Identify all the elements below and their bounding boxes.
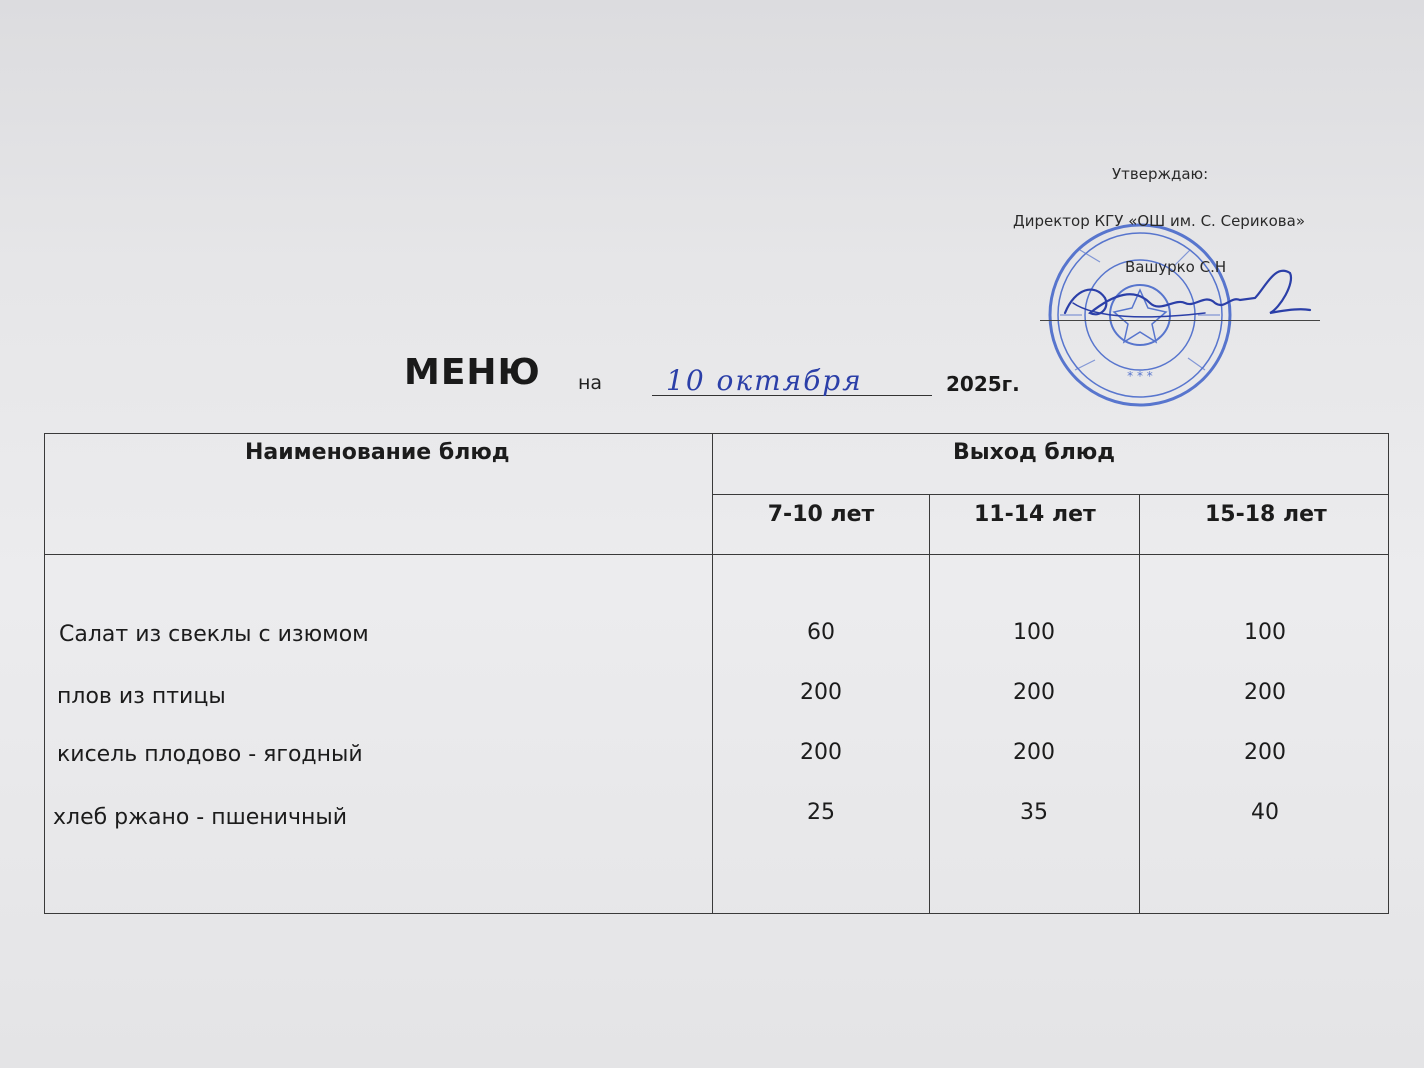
date-prefix: на bbox=[578, 372, 603, 394]
year-label: 2025г. bbox=[946, 372, 1020, 396]
portion-value: 200 bbox=[1013, 680, 1055, 705]
page-title: МЕНЮ bbox=[404, 352, 541, 393]
portion-value: 200 bbox=[1013, 740, 1055, 765]
portion-value: 25 bbox=[807, 800, 835, 825]
menu-table bbox=[44, 433, 1389, 914]
approval-title: Утверждаю: bbox=[1112, 165, 1209, 183]
portion-value: 35 bbox=[1020, 800, 1048, 825]
table-divider bbox=[712, 494, 1388, 495]
svg-text:* * *: * * * bbox=[1127, 369, 1153, 383]
dish-name: кисель плодово - ягодный bbox=[57, 742, 363, 767]
dish-name: хлеб ржано - пшеничный bbox=[53, 805, 347, 830]
header-age-group: 11-14 лет bbox=[974, 502, 1096, 527]
header-age-group: 15-18 лет bbox=[1205, 502, 1327, 527]
signature-line bbox=[1040, 320, 1320, 321]
table-divider bbox=[45, 554, 1388, 555]
portion-value: 200 bbox=[1244, 680, 1286, 705]
menu-heading bbox=[404, 352, 1024, 402]
approval-director: Директор КГУ «ОШ им. С. Серикова» bbox=[1013, 212, 1306, 230]
portion-value: 60 bbox=[807, 620, 835, 645]
approval-name: Вашурко С.Н bbox=[1125, 258, 1227, 276]
portion-value: 200 bbox=[1244, 740, 1286, 765]
header-dish-name: Наименование блюд bbox=[245, 440, 510, 465]
table-divider bbox=[712, 434, 713, 913]
table-divider bbox=[1139, 494, 1140, 913]
director-signature bbox=[1055, 258, 1315, 338]
portion-value: 200 bbox=[800, 740, 842, 765]
header-age-group: 7-10 лет bbox=[767, 502, 875, 527]
dish-name: Салат из свеклы с изюмом bbox=[59, 622, 369, 647]
portion-value: 100 bbox=[1244, 620, 1286, 645]
portion-value: 40 bbox=[1251, 800, 1279, 825]
portion-value: 100 bbox=[1013, 620, 1055, 645]
portion-value: 200 bbox=[800, 680, 842, 705]
dish-name: плов из птицы bbox=[57, 684, 226, 709]
handwritten-date: 10 октября bbox=[666, 364, 863, 397]
table-divider bbox=[929, 494, 930, 913]
header-output: Выход блюд bbox=[953, 440, 1116, 465]
